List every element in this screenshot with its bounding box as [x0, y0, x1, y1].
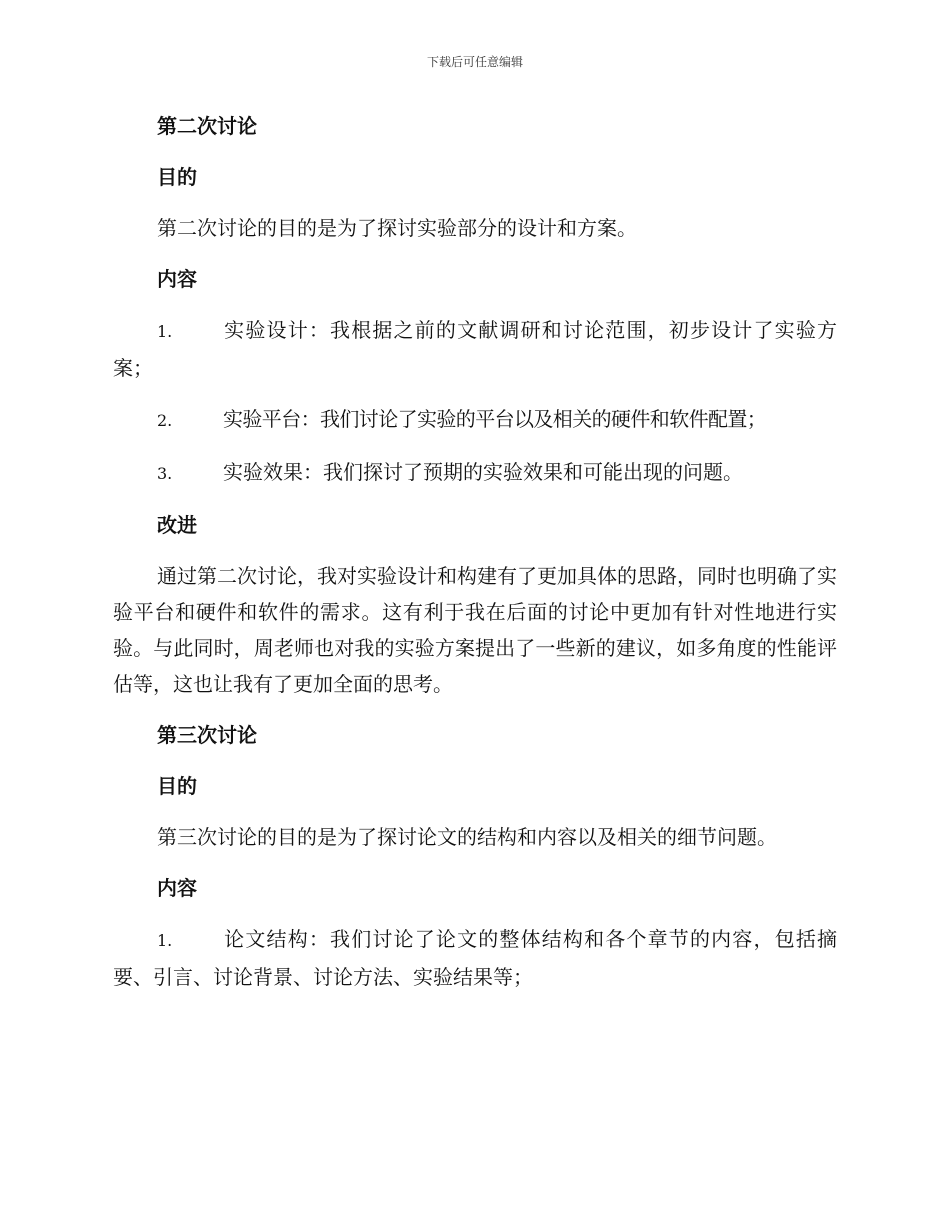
- list-item: [113, 312, 837, 386]
- purpose-heading: 目的: [157, 774, 197, 798]
- list-item-text: 实验平台：我们讨论了实验的平台以及相关的硬件和软件配置；: [223, 407, 767, 431]
- list-item-text: 实验效果：我们探讨了预期的实验效果和可能出现的问题。: [223, 460, 743, 484]
- purpose-paragraph: 第三次讨论的目的是为了探讨论文的结构和内容以及相关的细节问题。: [157, 825, 777, 849]
- section-title-second-discussion: 第二次讨论: [157, 114, 257, 138]
- section-title-third-discussion: 第三次讨论: [157, 723, 257, 747]
- page-header-note: 下载后可任意编辑: [426, 55, 523, 69]
- list-item-text: 实验设计：我根据之前的文献调研和讨论范围，初步设计了实验方案；: [113, 318, 837, 380]
- content-heading: 内容: [157, 876, 197, 900]
- list-item-number: 3.: [157, 464, 173, 483]
- list-item: [113, 454, 837, 492]
- list-item-number: 1.: [157, 931, 173, 950]
- content-heading: 内容: [157, 267, 197, 291]
- improvement-heading: 改进: [157, 513, 197, 537]
- document-body: [113, 108, 837, 1010]
- purpose-heading: 目的: [157, 165, 197, 189]
- purpose-paragraph: 第二次讨论的目的是为了探讨实验部分的设计和方案。: [157, 216, 637, 240]
- list-item-number: 1.: [157, 322, 173, 341]
- list-item: [113, 921, 837, 995]
- list-item-number: 2.: [157, 411, 173, 430]
- list-item: [113, 401, 837, 439]
- list-item-text: 论文结构：我们讨论了论文的整体结构和各个章节的内容，包括摘要、引言、讨论背景、讨论方法、实验结果等；: [113, 927, 837, 989]
- improvement-paragraph: 通过第二次讨论，我对实验设计和构建有了更加具体的思路，同时也明确了实验平台和硬件和软件的需求。这有利于我在后面的讨论中更加有针对性地进行实验。与此同时，周老师也对我的实验方案提出了一些新的建议，如多角度的性能评估等，这也让我有了更加全面的思考。: [113, 564, 837, 696]
